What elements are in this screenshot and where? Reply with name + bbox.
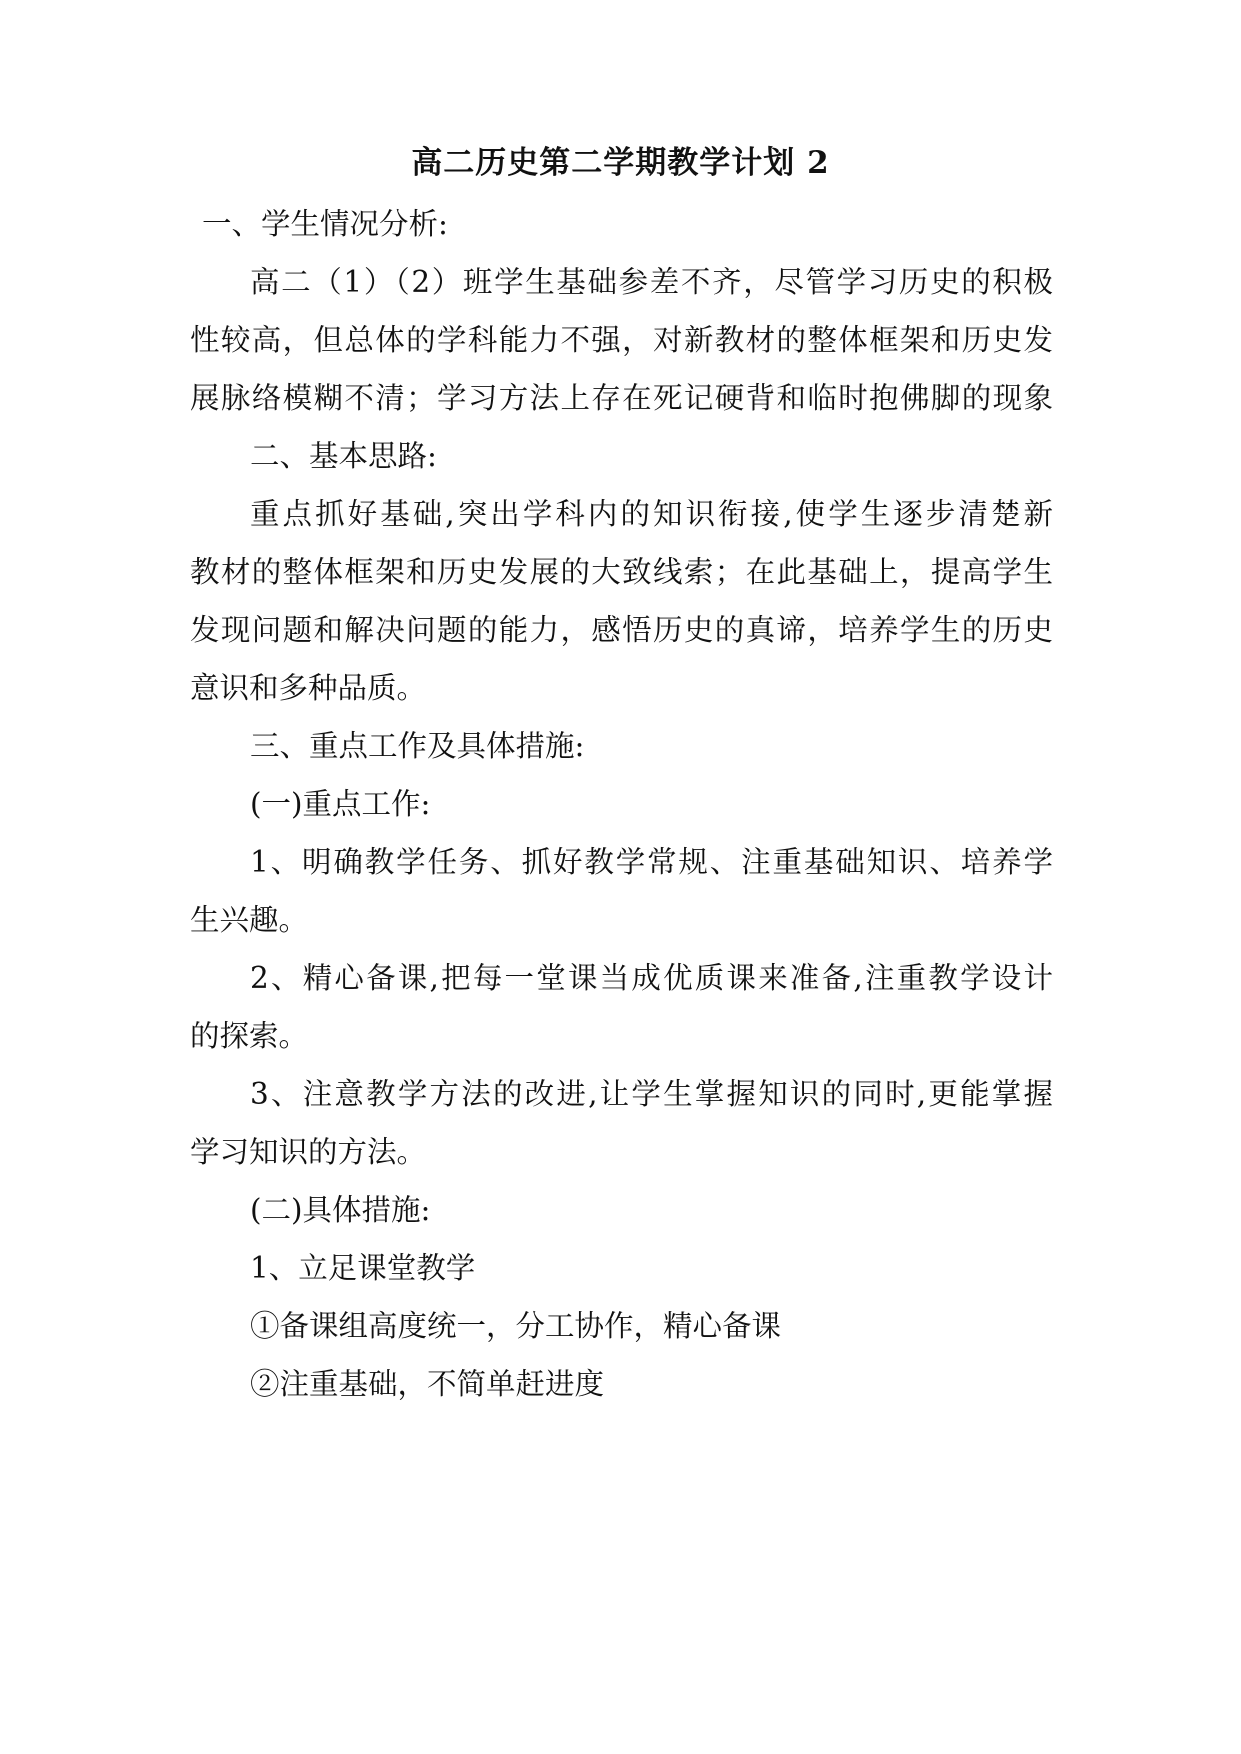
list-item-line: 1、明确教学任务、抓好教学常规、注重基础知识、培养学 bbox=[250, 845, 1053, 879]
paragraph-line: 展脉络模糊不清；学习方法上存在死记硬背和临时抱佛脚的现象 bbox=[190, 381, 1053, 415]
paragraph-line: 重点抓好基础,突出学科内的知识衔接,使学生逐步清楚新 bbox=[250, 497, 1053, 531]
paragraph-line: 性较高，但总体的学科能力不强，对新教材的整体框架和历史发 bbox=[190, 323, 1053, 357]
section-1-heading: 一、学生情况分析: bbox=[202, 207, 448, 241]
subsection-heading: (一)重点工作: bbox=[250, 787, 431, 821]
list-item-line: 生兴趣。 bbox=[190, 903, 309, 937]
paragraph-line: 教材的整体框架和历史发展的大致线索；在此基础上，提高学生 bbox=[190, 555, 1053, 589]
paragraph-line: 意识和多种品质。 bbox=[190, 671, 427, 705]
list-item-line: ②注重基础，不简单赶进度 bbox=[250, 1367, 605, 1401]
list-item-line: 1、立足课堂教学 bbox=[250, 1251, 476, 1285]
section-2-heading: 二、基本思路: bbox=[250, 439, 437, 473]
list-item-line: ①备课组高度统一，分工协作，精心备课 bbox=[250, 1309, 782, 1343]
section-3-heading: 三、重点工作及具体措施: bbox=[250, 729, 585, 763]
list-item-line: 3、注意教学方法的改进,让学生掌握知识的同时,更能掌握 bbox=[250, 1077, 1053, 1111]
list-item-line: 的探索。 bbox=[190, 1019, 309, 1053]
list-item-line: 2、精心备课,把每一堂课当成优质课来准备,注重教学设计 bbox=[250, 961, 1053, 995]
paragraph-line: 发现问题和解决问题的能力，感悟历史的真谛，培养学生的历史 bbox=[190, 613, 1053, 647]
subsection-heading: (二)具体措施: bbox=[250, 1193, 431, 1227]
document-title: 高二历史第二学期教学计划 2 bbox=[411, 145, 830, 181]
list-item-line: 学习知识的方法。 bbox=[190, 1135, 427, 1169]
paragraph-line: 高二（1）（2）班学生基础参差不齐，尽管学习历史的积极 bbox=[250, 265, 1053, 299]
